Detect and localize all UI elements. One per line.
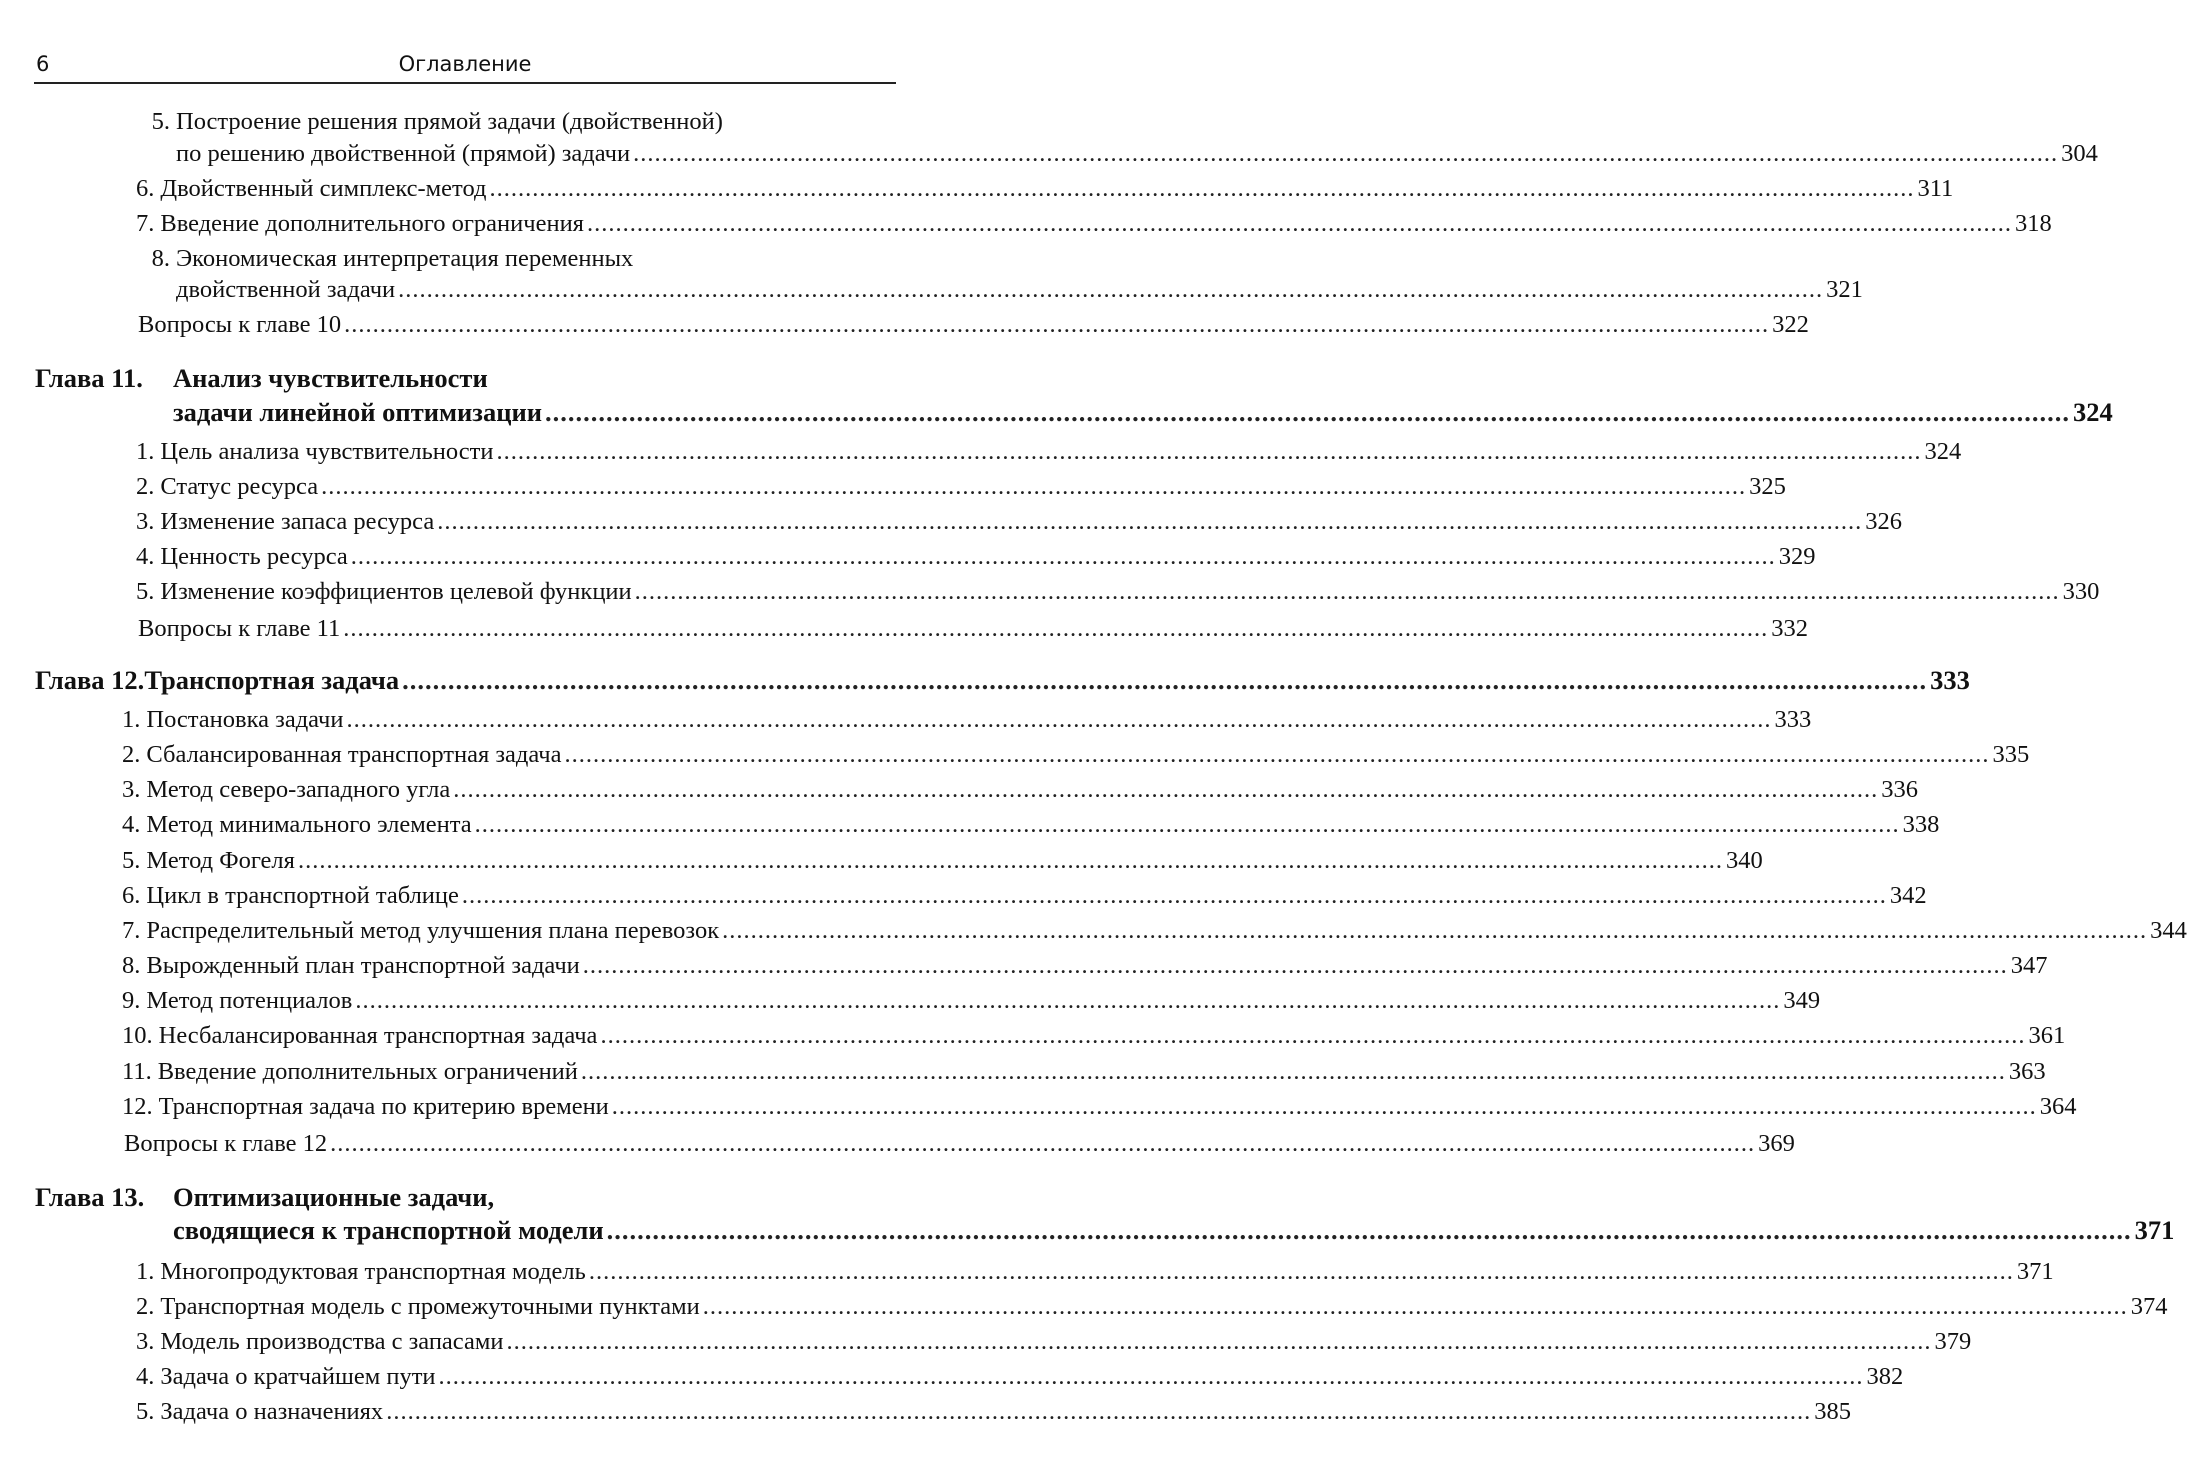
entry-title: Несбалансированная транспортная задача: [158, 1022, 598, 1050]
dot-leader: ........................................................................................................................................................................................................: [344, 311, 1770, 338]
entry-title: Введение дополнительных ограничений: [157, 1057, 578, 1085]
entry-title: Транспортная модель с промежуточными пунктами: [160, 1293, 700, 1320]
toc-chapter-13[interactable]: [173, 1215, 2175, 1246]
toc-entry[interactable]: [136, 1293, 2168, 1321]
dot-leader: ........................................................................................................................................................................................................: [386, 1398, 1812, 1425]
toc-entry[interactable]: [122, 706, 1812, 734]
entry-page: 374: [2130, 1293, 2168, 1320]
toc-entry-ch10-8[interactable]: [176, 276, 1863, 304]
dot-leader: ........................................................................................................................................................................................................: [321, 473, 1747, 500]
dot-leader: ........................................................................................................................................................................................................: [438, 1363, 1864, 1390]
dot-leader: ........................................................................................................................................................................................................: [437, 508, 1863, 535]
entry-title: Модель производства с запасами: [160, 1328, 504, 1355]
entry-number: 1.: [136, 1258, 155, 1285]
dot-leader: ........................................................................................................................................................................................................: [564, 741, 1990, 769]
entry-number: 4.: [136, 1363, 155, 1390]
entry-number: 2.: [122, 741, 141, 769]
dot-leader: ........................................................................................................................................................................................................: [722, 916, 2148, 944]
entry-title: Транспортная задача по критерию времени: [158, 1092, 609, 1120]
entry-page: 330: [2062, 578, 2100, 605]
toc-entry[interactable]: [122, 881, 1927, 910]
toc-entry[interactable]: [122, 776, 1918, 804]
chapter-page: 324: [2073, 397, 2113, 427]
entry-title: Многопродуктовая транспортная модель: [160, 1258, 586, 1285]
toc-entry[interactable]: [122, 1092, 2077, 1121]
entry-title: Метод Фогеля: [146, 846, 295, 874]
entry-number: 10.: [122, 1022, 153, 1050]
dot-leader: ........................................................................................................................................................................................................: [580, 1057, 2006, 1085]
entry-page: 340: [1725, 846, 1763, 874]
entry-title: Введение дополнительного ограничения: [160, 210, 584, 237]
dot-leader: ........................................................................................................................................................................................................: [633, 140, 2059, 167]
entry-number: 5.: [122, 846, 141, 874]
toc-chapter-11[interactable]: [173, 397, 2113, 428]
dot-leader: ........................................................................................................................................................................................................: [611, 1092, 2037, 1120]
entry-title: Статус ресурса: [160, 473, 319, 500]
entry-title: Задача о назначениях: [160, 1398, 384, 1425]
entry-title: Изменение запаса ресурса: [160, 508, 435, 535]
entry-number: 7.: [136, 210, 155, 237]
toc-entry[interactable]: [122, 811, 1940, 839]
entry-page: 342: [1889, 881, 1927, 909]
entry-title: Экономическая интерпретация переменных: [176, 245, 634, 272]
entry-title: по решению двойственной (прямой) задачи: [176, 140, 631, 167]
entry-number: 2.: [136, 1293, 155, 1320]
entry-number: 2.: [136, 473, 155, 500]
dot-leader: ........................................................................................................................................................................................................: [474, 811, 1900, 839]
chapter-title: сводящиеся к транспортной модели: [173, 1215, 604, 1245]
entry-title: Двойственный симплекс-метод: [160, 175, 487, 202]
entry-page: 333: [1774, 706, 1812, 733]
entry-page: 361: [2028, 1022, 2066, 1050]
entry-number: 1.: [136, 438, 155, 465]
entry-page: 332: [1771, 615, 1808, 642]
chapter-page: 371: [2134, 1215, 2175, 1245]
entry-title: Метод минимального элемента: [146, 811, 472, 839]
toc-entry[interactable]: [136, 1363, 1904, 1391]
entry-number: 6.: [136, 175, 155, 202]
chapter-page: 333: [1930, 665, 1970, 695]
toc-entry[interactable]: [136, 1258, 2054, 1286]
dot-leader: ........................................................................................................................................................................................................: [402, 665, 1928, 695]
dot-leader: ........................................................................................................................................................................................................: [489, 175, 1915, 202]
entry-number: 3.: [122, 776, 141, 804]
entry-title: Ценность ресурса: [160, 543, 348, 570]
toc-entry-ch10-5-line1: [136, 108, 894, 136]
entry-number: 4.: [122, 811, 141, 839]
entry-page: 369: [1758, 1130, 1795, 1157]
toc-entry[interactable]: [136, 543, 1816, 571]
toc-questions-ch10[interactable]: [138, 311, 1809, 339]
dot-leader: ........................................................................................................................................................................................................: [600, 1022, 2026, 1050]
entry-page: 325: [1749, 473, 1786, 500]
entry-title: Метод потенциалов: [146, 987, 353, 1015]
entry-page: 364: [2039, 1092, 2077, 1120]
entry-page: 338: [1902, 811, 1940, 839]
entry-page: 344: [2150, 916, 2187, 944]
dot-leader: ........................................................................................................................................................................................................: [297, 846, 1723, 874]
entry-title: Цикл в транспортной таблице: [146, 881, 459, 909]
entry-number: 1.: [122, 706, 141, 733]
dot-leader: ........................................................................................................................................................................................................: [453, 776, 1879, 804]
toc-entry[interactable]: [136, 1328, 1972, 1356]
entry-number: 3.: [136, 508, 155, 535]
toc-entry-ch10-6[interactable]: [136, 175, 1954, 203]
chapter-title: Транспортная задача: [144, 665, 400, 695]
dot-leader: ........................................................................................................................................................................................................: [634, 578, 2060, 605]
toc-questions-ch12[interactable]: [124, 1130, 1795, 1158]
entry-page: 336: [1881, 776, 1918, 804]
entry-number: 5.: [151, 108, 170, 135]
toc-questions-ch11[interactable]: [138, 615, 1808, 643]
toc-entry-ch10-7[interactable]: [136, 210, 2052, 238]
entry-number: 5.: [136, 578, 155, 605]
entry-page: 329: [1778, 543, 1816, 570]
running-header: [34, 48, 896, 84]
entry-title: Сбалансированная транспортная задача: [146, 741, 562, 769]
chapter-prefix: Глава 13.: [35, 1182, 145, 1212]
entry-number: 3.: [136, 1328, 155, 1355]
entry-page: 371: [2016, 1258, 2054, 1285]
dot-leader: ........................................................................................................................................................................................................: [586, 210, 2012, 237]
toc-entry[interactable]: [122, 952, 2048, 980]
entry-title: Вопросы к главе 12: [124, 1130, 328, 1157]
toc-entry[interactable]: [122, 987, 1821, 1015]
entry-page: 385: [1814, 1398, 1851, 1425]
entry-title: Метод северо-западного угла: [146, 776, 451, 804]
toc-chapter-11-line1: [35, 363, 894, 394]
entry-title: Вырожденный план транспортной задачи: [146, 952, 580, 980]
entry-page: 324: [1924, 438, 1962, 465]
entry-page: 363: [2008, 1057, 2046, 1085]
entry-number: 8.: [151, 245, 170, 272]
dot-leader: ........................................................................................................................................................................................................: [545, 397, 2071, 427]
entry-title: Цель анализа чувствительности: [160, 438, 494, 465]
entry-page: 318: [2014, 210, 2052, 237]
chapter-title: Оптимизационные задачи,: [173, 1182, 495, 1212]
toc-entry[interactable]: [136, 438, 1962, 466]
entry-number: 4.: [136, 543, 155, 570]
entry-number: 8.: [122, 952, 141, 980]
entry-page: 304: [2061, 140, 2098, 167]
dot-leader: ........................................................................................................................................................................................................: [606, 1215, 2132, 1245]
toc-entry[interactable]: [136, 1398, 1851, 1426]
entry-title: двойственной задачи: [176, 276, 396, 303]
entry-page: 311: [1917, 175, 1954, 202]
entry-title: Построение решения прямой задачи (двойственной): [176, 108, 723, 135]
chapter-prefix: Глава 12.: [35, 665, 145, 695]
entry-title: Задача о кратчайшем пути: [160, 1363, 436, 1390]
chapter-title: задачи линейной оптимизации: [173, 397, 543, 427]
dot-leader: ........................................................................................................................................................................................................: [330, 1130, 1756, 1157]
toc-chapter-12[interactable]: [35, 665, 1970, 696]
entry-title: Вопросы к главе 11: [138, 615, 341, 642]
entry-number: 11.: [122, 1057, 152, 1085]
entry-page: 382: [1866, 1363, 1904, 1390]
entry-number: 9.: [122, 987, 141, 1015]
toc-entry-ch10-5[interactable]: [176, 140, 2098, 168]
entry-number: 7.: [122, 916, 141, 944]
dot-leader: ........................................................................................................................................................................................................: [582, 952, 2008, 980]
toc-entry-ch10-8-line1: [136, 245, 894, 273]
toc-entry[interactable]: [122, 1022, 2066, 1050]
entry-number: 12.: [122, 1092, 153, 1120]
dot-leader: ........................................................................................................................................................................................................: [702, 1293, 2128, 1320]
entry-number: 6.: [122, 881, 141, 909]
toc-entry[interactable]: [136, 508, 1902, 536]
header-title: Оглавление: [398, 52, 532, 76]
entry-page: 326: [1865, 508, 1902, 535]
dot-leader: ........................................................................................................................................................................................................: [343, 615, 1769, 642]
entry-title: Распределительный метод улучшения плана перевозок: [146, 916, 720, 944]
toc-entry[interactable]: [122, 846, 1763, 875]
toc-chapter-13-line1: [35, 1182, 894, 1213]
dot-leader: ........................................................................................................................................................................................................: [588, 1258, 2014, 1285]
entry-page: 349: [1783, 987, 1821, 1015]
dot-leader: ........................................................................................................................................................................................................: [355, 987, 1781, 1015]
chapter-title: Анализ чувствительности: [173, 363, 488, 393]
toc-entry[interactable]: [122, 1057, 2046, 1086]
toc-entry[interactable]: [122, 916, 2187, 945]
chapter-prefix: Глава 11.: [35, 363, 143, 393]
entry-page: 347: [2010, 952, 2048, 980]
dot-leader: ........................................................................................................................................................................................................: [461, 881, 1887, 909]
entry-title: Изменение коэффициентов целевой функции: [160, 578, 632, 605]
entry-title: Постановка задачи: [146, 706, 344, 733]
dot-leader: ........................................................................................................................................................................................................: [398, 276, 1824, 303]
entry-page: 379: [1934, 1328, 1972, 1355]
entry-page: 321: [1826, 276, 1863, 303]
page-number: 6: [36, 52, 50, 76]
toc-entry[interactable]: [136, 473, 1786, 501]
entry-title: Вопросы к главе 10: [138, 311, 342, 338]
dot-leader: ........................................................................................................................................................................................................: [506, 1328, 1932, 1355]
dot-leader: ........................................................................................................................................................................................................: [496, 438, 1922, 465]
entry-number: 5.: [136, 1398, 155, 1425]
entry-page: 322: [1772, 311, 1809, 338]
dot-leader: ........................................................................................................................................................................................................: [346, 706, 1772, 733]
entry-page: 335: [1992, 741, 2030, 769]
dot-leader: ........................................................................................................................................................................................................: [350, 543, 1776, 570]
toc-entry[interactable]: [136, 578, 2100, 606]
toc-entry[interactable]: [122, 741, 2030, 769]
